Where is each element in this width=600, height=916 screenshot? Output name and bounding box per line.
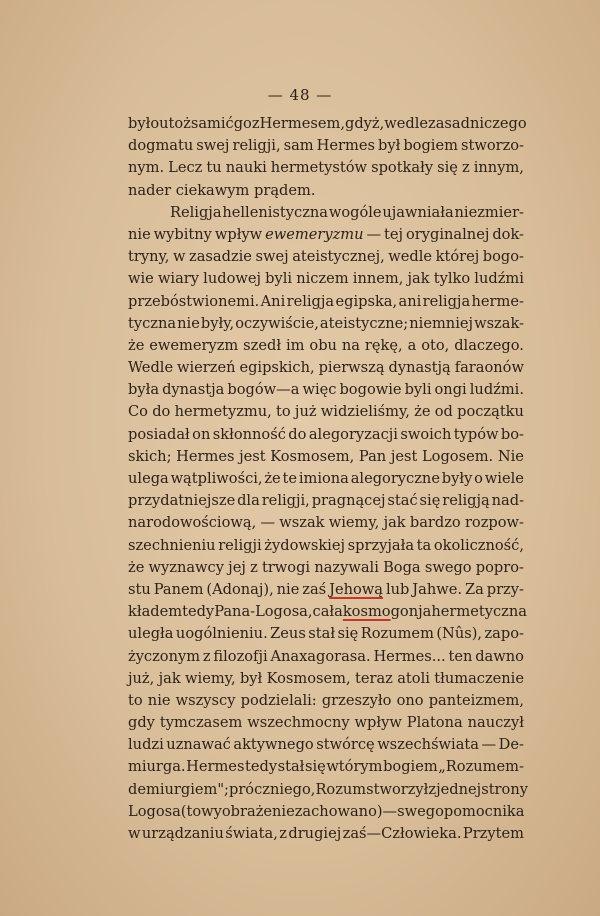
text-line: kładem tedy Pana-Logosa, cała kosmogonja hermetyczna <box>128 603 527 621</box>
text-line: tyczna nie były, oczywiście, ateistyczne; niemniej wszak- <box>128 314 524 332</box>
text-line: skich; Hermes jest Kosmosem, Pan jest Logosem. Nie <box>128 447 524 465</box>
text-line: ulega wątpliwości, że te imiona alegoryczne były o wiele <box>128 470 524 487</box>
text-line: Logosa (to wyobrażenie zachowano)—swego pomocnika <box>128 802 525 820</box>
text-line: że ewemeryzm szedł im obu na rękę, a oto, dlaczego. <box>128 336 524 354</box>
text-line: była dynastja bogów—a więc bogowie byli ongi ludźmi. <box>128 381 524 399</box>
text-line: że wyznawcy jej z trwogi nazywali Boga swego popro- <box>128 558 524 576</box>
text-line: ludzi uznawać aktywnego stwórcę wszechświata — De- <box>128 736 524 754</box>
text-line: życzonym z filozofji Anaxagorasa. Hermes... ten dawno <box>128 647 524 665</box>
text-line: posiadał on skłonność do alegoryzacji swoich typów bo- <box>128 425 524 443</box>
text-line: to nie wszyscy podzielali: grzeszyło ono panteizmem, <box>128 691 524 709</box>
text-line: nader ciekawym prądem. <box>128 181 316 199</box>
text-line: już, jak wiemy, był Kosmosem, teraz atoli tłumaczenie <box>128 669 524 687</box>
text-line: nym. Lecz tu nauki hermetystów spotkały się z innym, <box>128 159 524 177</box>
text-line: nie wybitny wpływ ewemeryzmu — tej oryginalnej dok- <box>128 225 524 243</box>
text-line: Wedle wierzeń egipskich, pierwszą dynastją faraonów <box>128 359 524 377</box>
text-line: przydatniejsze dla religji, pragnącej stać się religją nad- <box>128 492 524 510</box>
text-line: stu Panem (Adonaj), nie zaś Jehową lub Jahwe. Za przy- <box>128 580 524 598</box>
text-line: szechnieniu religji żydowskiej sprzyjała ta okoliczność, <box>128 536 524 554</box>
text-line: demiurgiem"; prócz niego, Rozum stworzył z jednej strony <box>128 780 528 798</box>
text-line: dogmatu swej religji, sam Hermes był bogiem stworzo- <box>128 137 524 155</box>
page-number: — 48 — <box>267 86 333 104</box>
text-line: wie wiary ludowej byli niczem innem, jak tylko ludźmi <box>128 270 524 288</box>
text-line: w urządzaniu świata, z drugiej zaś—Człowieka. Przytem <box>128 825 524 842</box>
text-line: miurga. Hermes tedy stał się wtórym bogiem „Rozumem- <box>128 758 524 776</box>
text-line: narodowościową, — wszak wiemy, jak bardzo rozpow- <box>128 514 524 532</box>
text-line: Co do hermetyzmu, to już widzieliśmy, że od początku <box>128 403 524 421</box>
text-line: było utożsamić go z Hermesem, gdyż, wedle zasadniczego <box>128 115 527 132</box>
body-text <box>128 113 528 845</box>
text-line: uległa uogólnieniu. Zeus stał się Rozumem (Nûs), zapo- <box>128 625 524 643</box>
text-line: tryny, w zasadzie swej ateistycznej, wedle której bogo- <box>128 248 524 266</box>
text-line: przebóstwionemi. Ani religja egipska, ani religja herme- <box>128 292 524 310</box>
text-line: Religja hellenistyczna wogóle ujawniała niezmier- <box>170 203 524 221</box>
text-line: gdy tymczasem wszechmocny wpływ Platona nauczył <box>128 714 524 732</box>
